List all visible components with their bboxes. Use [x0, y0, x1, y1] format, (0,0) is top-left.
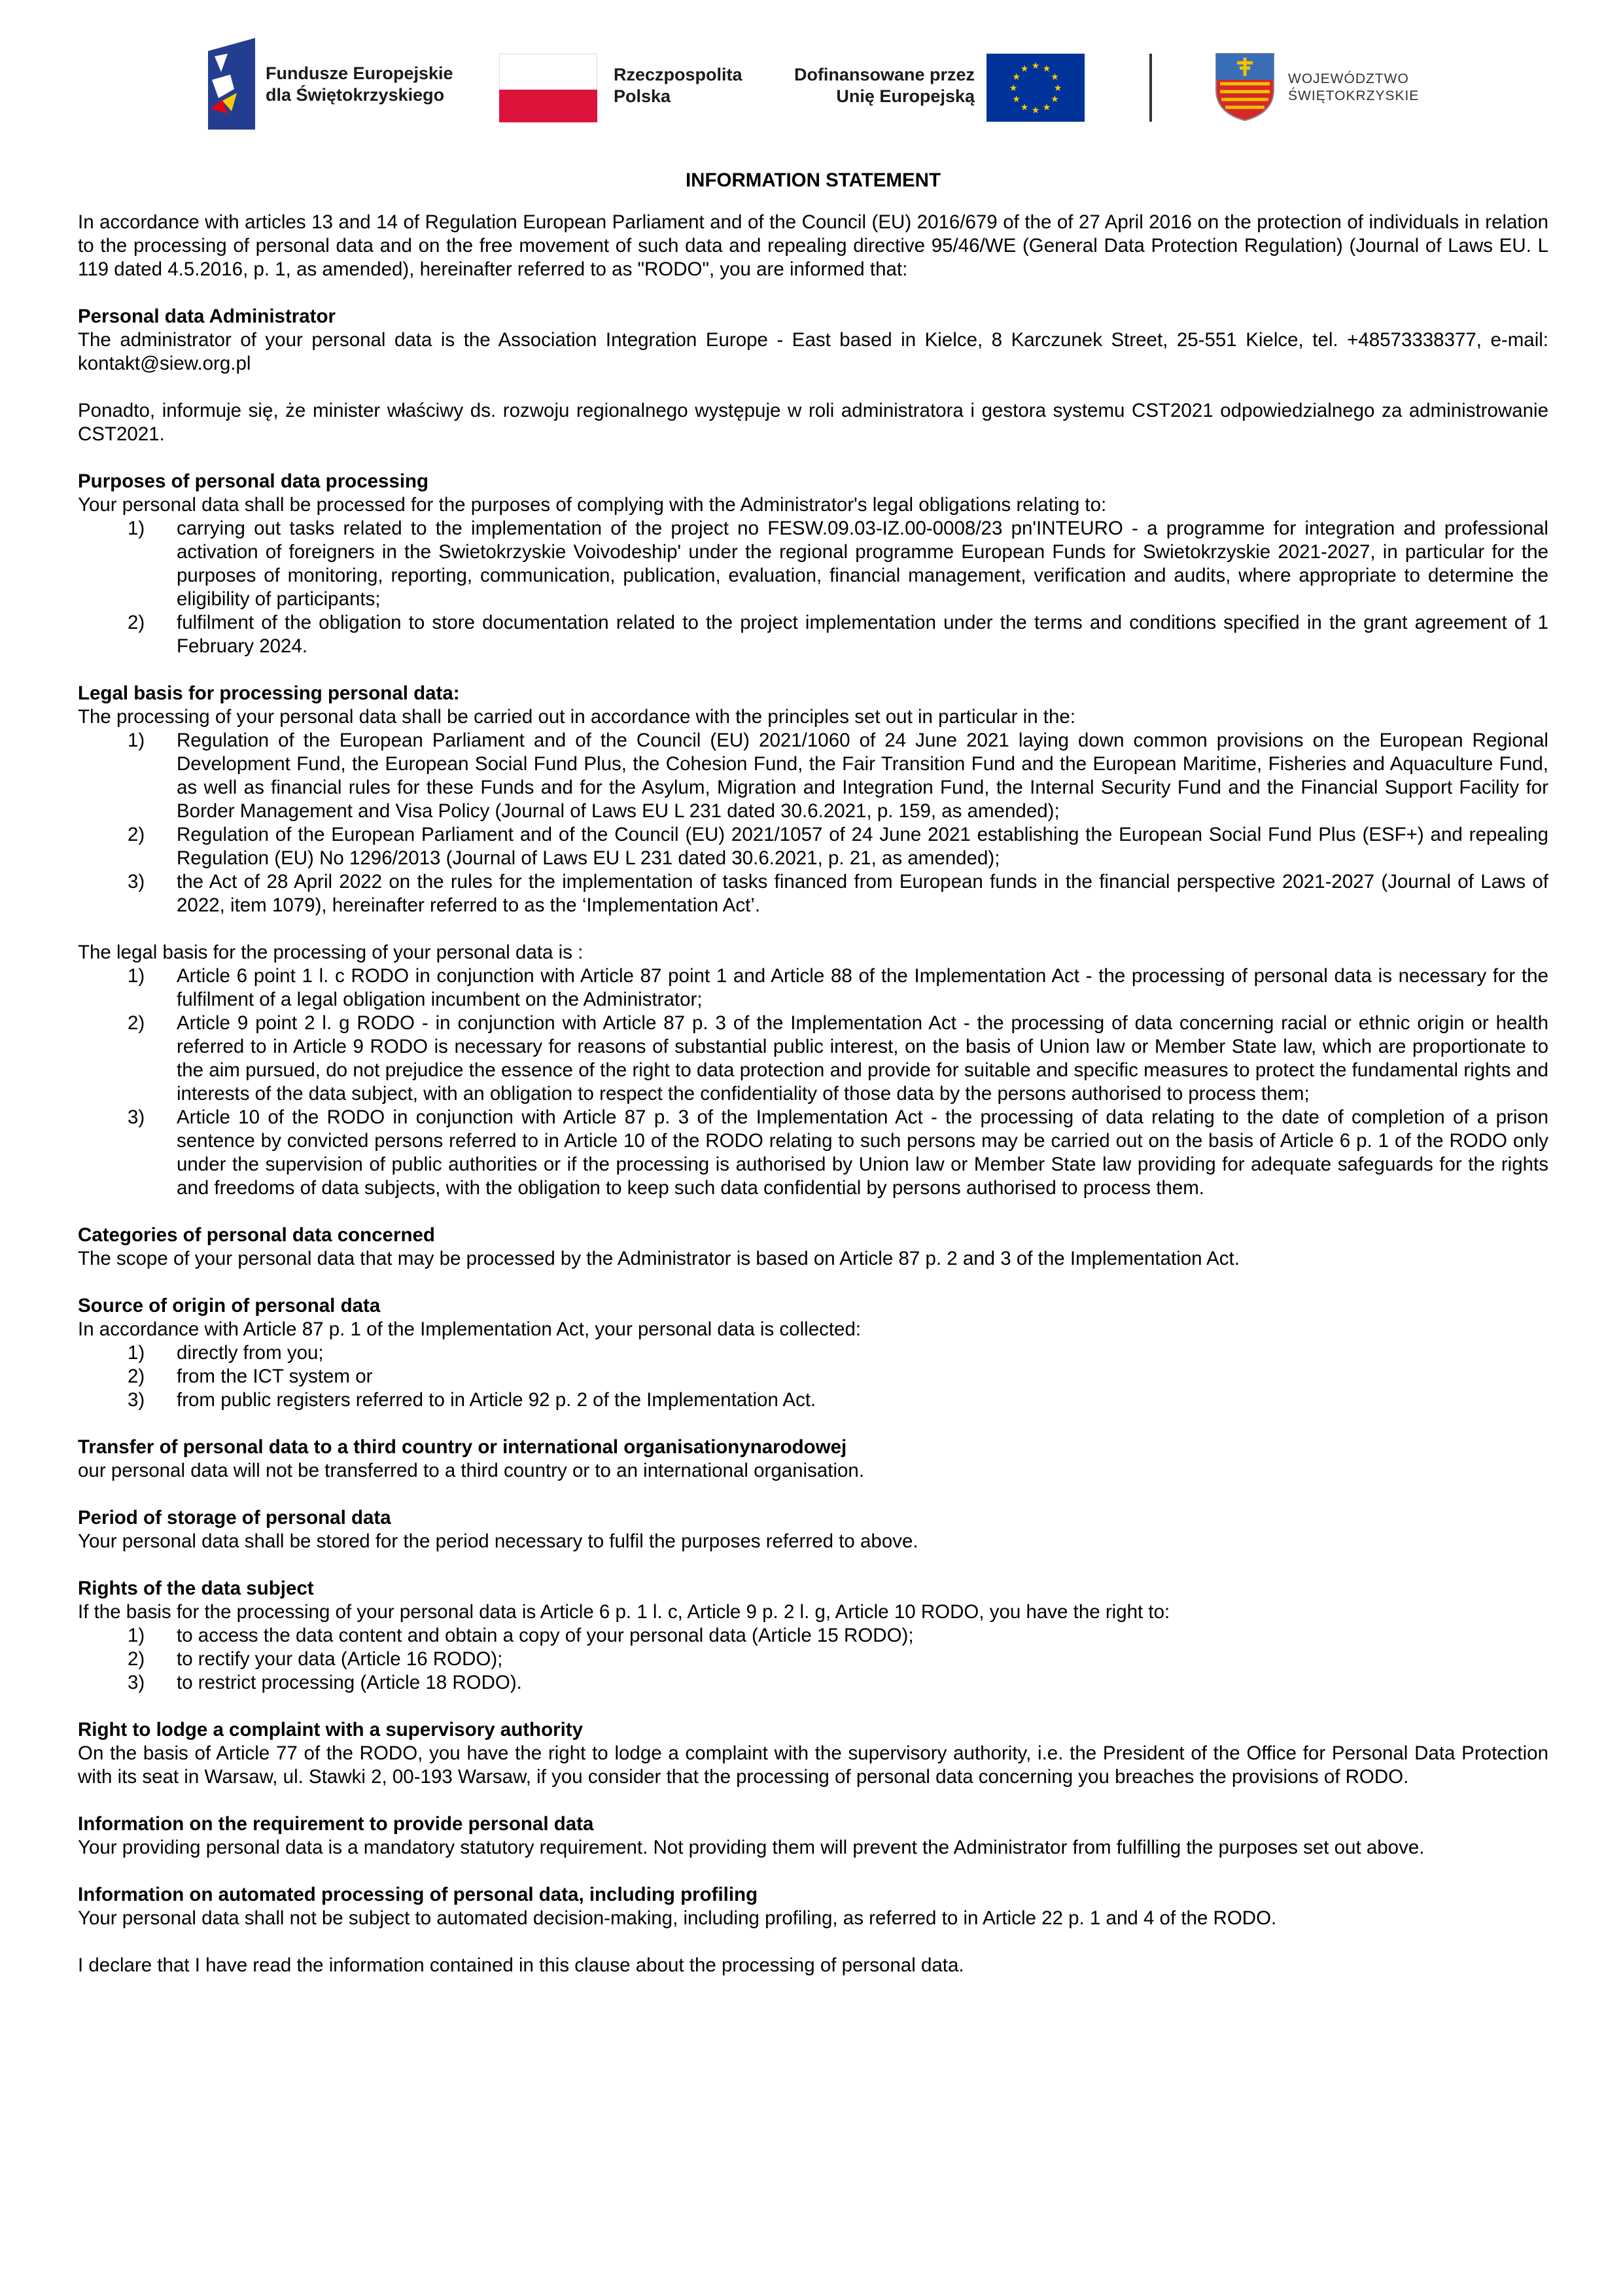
list-item: 3) the Act of 28 April 2022 on the rules for the implementation of tasks financed from European funds in the financial perspective 2021-2027 (Journal of Laws of 2022, item 1079), hereinafter referred to as the ‘Implementation Act’. [128, 871, 1548, 916]
transfer-heading: Transfer of personal data to a third country or international organisationynarodowej [78, 1436, 847, 1458]
requirement-text: Your providing personal data is a mandatory statutory requirement. Not providing them will prevent the Administrator from fulfilling the purposes set out above. [78, 1837, 1425, 1858]
list-item: 1) carrying out tasks related to the implementation of the project no FESW.09.03-IZ.00-0008/23 pn'INTEURO - a programme for integration and professional activation of foreigners in the Swietokrzyskie Voivodeship' under the regional programme European Funds for Swietokrzyskie 2021-2027, in particular for the purposes of monitoring, reporting, communication, publication, evaluation, financial management, verification and audits, where appropriate to determine the eligibility of participants; [128, 518, 1548, 610]
basis-list [78, 964, 1548, 1200]
legal-lead: The processing of your personal data shall be carried out in accordance with the principles set out in particular in the: [78, 706, 1076, 728]
eu-star-icon: ★ [1020, 63, 1029, 74]
list-item: 2) Article 9 point 2 l. g RODO - in conjunction with Article 87 p. 3 of the Implementation Act - the processing of data concerning racial or ethnic origin or health referred to in Article 9 RODO is necessary for reasons of substantial public interest, on the basis of Union law or Member State law, which are proportionate to the aim pursued, do not prejudice the essence of the right to data protection and provide for suitable and specific measures to protect the fundamental rights and interests of the data subject, with an obligation to respect the confidentiality of those data by the persons authorised to process them; [128, 1012, 1548, 1104]
source-heading: Source of origin of personal data [78, 1295, 381, 1316]
source-lead: In accordance with Article 87 p. 1 of the Implementation Act, your personal data is collected: [78, 1318, 862, 1340]
ue-logo-text: Dofinansowane przez Unię Europejską [794, 65, 975, 106]
page-title: INFORMATION STATEMENT [685, 169, 941, 191]
eu-star-icon: ★ [1031, 60, 1040, 71]
purposes-heading: Purposes of personal data processing [78, 470, 429, 492]
legal-list [78, 729, 1548, 917]
intro-paragraph: In accordance with articles 13 and 14 of Regulation European Parliament and of the Council (EU) 2016/679 of the of 27 April 2016 on the protection of individuals in relation to the processing of personal data and on the free movement of such data and repealing directive 95/46/WE (General Data Protection Regulation) (Journal of Laws EU. L 119 dated 4.5.2016, p. 1, as amended), hereinafter referred to as "RODO", you are informed that: [78, 211, 1548, 280]
declaration-text: I declare that I have read the information contained in this clause about the processing of personal data. [78, 1954, 964, 1976]
polish-flag-icon [499, 54, 597, 122]
list-item: 1) Regulation of the European Parliament and of the Council (EU) 2021/1060 of 24 June 2021 laying down common provisions on the European Regional Development Fund, the European Social Fund Plus, the Cohesion Fund, the Fair Transition Fund and the European Maritime, Fisheries and Aquaculture Fund, as well as financial rules for these Funds and for the Asylum, Migration and Integration Fund, the Internal Security Fund and the Financial Support Facility for Border Management and Visa Policy (Journal of Laws EU L 231 dated 30.6.2021, p. 159, as amended); [128, 730, 1548, 822]
categories-text: The scope of your personal data that may be processed by the Administrator is based on Article 87 p. 2 and 3 of the Implementation Act. [78, 1248, 1240, 1269]
fe-emblem-icon [208, 38, 255, 130]
complaint-text: On the basis of Article 77 of the RODO, you have the right to lodge a complaint with the supervisory authority, i.e. the President of the Office for Personal Data Protection with its seat in Warsaw, ul. Stawki 2, 00-193 Warsaw, if you consider that the processing of personal data concerning you breaches the provisions of RODO. [78, 1742, 1548, 1788]
basis-lead: The legal basis for the processing of your personal data is : [78, 942, 584, 963]
list-item: 2) fulfilment of the obligation to store documentation related to the project implementation under the terms and conditions specified in the grant agreement of 1 February 2024. [128, 612, 1548, 657]
complaint-heading: Right to lodge a complaint with a supervisory authority [78, 1719, 583, 1740]
list-item: 2) Regulation of the European Parliament and of the Council (EU) 2021/1057 of 24 June 2021 establishing the European Social Fund Plus (ESF+) and repealing Regulation (EU) No 1296/2013 (Journal of Laws EU L 231 dated 30.6.2021, p. 21, as amended); [128, 824, 1548, 869]
eu-star-icon: ★ [1042, 101, 1051, 113]
automated-heading: Information on automated processing of personal data, including profiling [78, 1884, 758, 1905]
eu-star-icon: ★ [1009, 82, 1018, 93]
ws-logo-text: WOJEWÓDZTWO ŚWIĘTOKRZYSKIE [1288, 71, 1420, 103]
list-item: 2) to rectify your data (Article 16 RODO); [128, 1648, 503, 1670]
source-list [78, 1341, 1548, 1412]
list-item: 1) directly from you; [128, 1342, 324, 1364]
admin-text: The administrator of your personal data is the Association Integration Europe - East based in Kielce, 8 Karczunek Street, 25-551 Kielce, tel. +48573338377, e-mail: kontakt@siew.org.pl [78, 329, 1548, 374]
storage-heading: Period of storage of personal data [78, 1507, 391, 1528]
information-statement [78, 169, 1548, 1977]
rp-logo-text: Rzeczpospolita Polska [614, 65, 742, 106]
transfer-text: our personal data will not be transferred to a third country or to an international organisation. [78, 1460, 865, 1481]
logo-strip [0, 0, 1623, 150]
rights-list [78, 1624, 1548, 1695]
list-item: 1) Article 6 point 1 l. c RODO in conjunction with Article 87 point 1 and Article 88 of the Implementation Act - the processing of personal data is necessary for the fulfilment of a legal obligation incumbent on the Administrator; [128, 965, 1548, 1010]
list-item: 3) Article 10 of the RODO in conjunction with Article 87 p. 3 of the Implementation Act - the processing of data relating to the date of completion of a prison sentence by convicted persons referred to in Article 10 of the RODO relating to such persons may be carried out on the basis of Article 6 p. 1 of the RODO only under the supervision of public authorities or if the processing is authorised by Union law or Member State law providing for adequate safeguards for the rights and freedoms of data subjects, with the obligation to keep such data confidential by persons authorised to process them. [128, 1106, 1548, 1199]
fe-logo-text: Fundusze Europejskie dla Świętokrzyskiego [266, 63, 453, 105]
purposes-list [78, 517, 1548, 658]
automated-text: Your personal data shall not be subject to automated decision-making, including profiling, as referred to in Article 22 p. 1 and 4 of the RODO. [78, 1907, 1277, 1929]
rights-lead: If the basis for the processing of your personal data is Article 6 p. 1 l. c, Article 9 p. 2 l. g, Article 10 RODO, you have the right to: [78, 1601, 1170, 1623]
eu-star-icon: ★ [1051, 71, 1059, 82]
eu-star-icon: ★ [1031, 105, 1040, 115]
eu-star-icon: ★ [1012, 71, 1021, 82]
eu-star-icon: ★ [1053, 82, 1062, 93]
eu-flag-icon [986, 54, 1085, 122]
coat-of-arms-icon [1215, 52, 1275, 122]
eu-star-icon: ★ [1020, 101, 1029, 113]
list-item: 3) from public registers referred to in Article 92 p. 2 of the Implementation Act. [128, 1389, 816, 1411]
cst2021-paragraph: Ponadto, informuje się, że minister właściwy ds. rozwoju regionalnego występuje w roli administratora i gestora systemu CST2021 odpowiedzialnego za administrowanie CST2021. [78, 400, 1548, 445]
requirement-heading: Information on the requirement to provide personal data [78, 1813, 594, 1835]
rights-heading: Rights of the data subject [78, 1578, 314, 1599]
list-item: 1) to access the data content and obtain a copy of your personal data (Article 15 RODO); [128, 1625, 914, 1646]
storage-text: Your personal data shall be stored for the period necessary to fulfil the purposes referred to above. [78, 1530, 918, 1552]
eu-star-icon: ★ [1042, 63, 1051, 74]
admin-heading: Personal data Administrator [78, 306, 336, 327]
legal-heading: Legal basis for processing personal data: [78, 682, 460, 704]
categories-heading: Categories of personal data concerned [78, 1224, 435, 1246]
list-item: 2) from the ICT system or [128, 1366, 373, 1387]
list-item: 3) to restrict processing (Article 18 RODO). [128, 1672, 522, 1693]
eu-star-icon: ★ [1051, 94, 1059, 104]
purposes-lead: Your personal data shall be processed for the purposes of complying with the Administrator's legal obligations relating to: [78, 494, 1107, 516]
eu-star-icon: ★ [1012, 94, 1021, 104]
logo-divider [1149, 54, 1152, 122]
